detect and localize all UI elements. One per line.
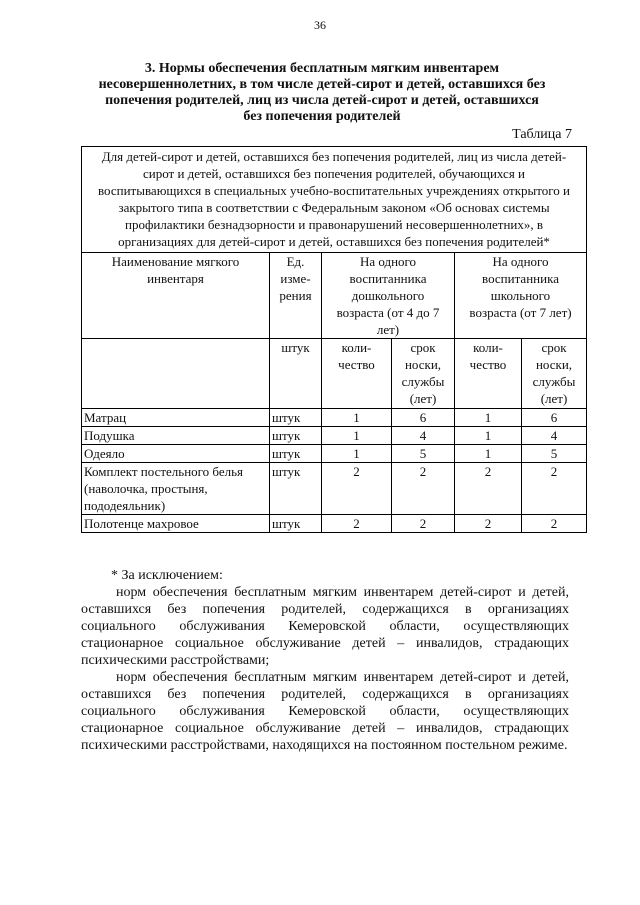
- title-line: без попечения родителей: [243, 109, 401, 124]
- cell-unit: штук: [270, 515, 322, 533]
- cell-name: Подушка: [82, 427, 270, 445]
- subheader-pre-qty: коли-чество: [322, 339, 392, 409]
- table-row: [82, 445, 587, 463]
- page-number: 36: [314, 18, 326, 32]
- header-name: Наименование мягкого инвентаря: [82, 253, 270, 339]
- cell-pre-term: 5: [392, 445, 455, 463]
- subheader-sch-term: срок носки, службы (лет): [522, 339, 587, 409]
- subheader-pre-term: срок носки, службы (лет): [392, 339, 455, 409]
- cell-pre-term: 2: [392, 515, 455, 533]
- table-row: [82, 427, 587, 445]
- cell-unit: штук: [270, 463, 322, 515]
- cell-name: Комплект постельного белья (наволочка, простыня, пододеяльник): [82, 463, 270, 515]
- table-header-row: [82, 253, 587, 339]
- cell-name: Одеяло: [82, 445, 270, 463]
- title-line: несовершеннолетних, в том числе детей-сирот и детей, оставшихся без: [98, 77, 546, 92]
- table-span-header-row: [82, 147, 587, 253]
- cell-sch-term: 2: [522, 515, 587, 533]
- table-span-header: Для детей-сирот и детей, оставшихся без попечения родителей, лиц из числа детей-сирот и детей, оставшихся без попечения родителей, обучающихся и воспитывающихся в специальных учебно-воспитательных учреждениях открытого и закрытого типа в соответствии с Федеральным законом «Об основах системы профилактики безнадзорности и правонарушений несовершеннолетних», в организациях для детей-сирот и детей, оставшихся без попечения родителей*: [82, 147, 587, 253]
- cell-pre-qty: 1: [322, 427, 392, 445]
- cell-sch-qty: 1: [455, 427, 522, 445]
- cell-sch-term: 6: [522, 409, 587, 427]
- table-row: [82, 409, 587, 427]
- cell-sch-term: 2: [522, 463, 587, 515]
- cell-sch-term: 4: [522, 427, 587, 445]
- footnote-paragraph: норм обеспечения бесплатным мягким инвентарем детей-сирот и детей, оставшихся без попечения родителей, содержащихся в организациях социального обслуживания Кемеровской области, осуществляющих стационарное социальное обслуживание детей – инвалидов, страдающих психическими расстройствами, находящихся на постоянном постельном режиме.: [81, 670, 569, 753]
- cell-pre-qty: 1: [322, 409, 392, 427]
- cell-pre-term: 6: [392, 409, 455, 427]
- cell-unit: штук: [270, 427, 322, 445]
- cell-name: Полотенце махровое: [82, 515, 270, 533]
- cell-pre-term: 2: [392, 463, 455, 515]
- footnote: [81, 567, 569, 754]
- subheader-unit: штук: [270, 339, 322, 409]
- footnote-intro: * За исключением:: [111, 568, 223, 583]
- table-label: Таблица 7: [512, 127, 572, 142]
- cell-name: Матрац: [82, 409, 270, 427]
- cell-pre-qty: 1: [322, 445, 392, 463]
- cell-sch-qty: 2: [455, 515, 522, 533]
- section-title: [80, 61, 564, 125]
- cell-sch-qty: 2: [455, 463, 522, 515]
- header-preschool: На одного воспитанника дошкольного возраста (от 4 до 7 лет): [322, 253, 455, 339]
- header-unit: Ед. изме-рения: [270, 253, 322, 339]
- cell-pre-qty: 2: [322, 463, 392, 515]
- table-subheader-row: [82, 339, 587, 409]
- cell-pre-term: 4: [392, 427, 455, 445]
- footnote-paragraph: норм обеспечения бесплатным мягким инвентарем детей-сирот и детей, оставшихся без попечения родителей, содержащихся в организациях социального обслуживания Кемеровской области, осуществляющих стационарное социальное обслуживание детей – инвалидов, страдающих психическими расстройствами;: [81, 585, 569, 668]
- norms-table: [81, 146, 587, 533]
- subheader-sch-qty: коли-чество: [455, 339, 522, 409]
- title-line: 3. Нормы обеспечения бесплатным мягким инвентарем: [144, 61, 500, 76]
- cell-sch-qty: 1: [455, 409, 522, 427]
- cell-sch-qty: 1: [455, 445, 522, 463]
- cell-pre-qty: 2: [322, 515, 392, 533]
- cell-unit: штук: [270, 409, 322, 427]
- cell-sch-term: 5: [522, 445, 587, 463]
- cell-unit: штук: [270, 445, 322, 463]
- title-line: попечения родителей, лиц из числа детей-сирот и детей, оставшихся: [105, 93, 539, 108]
- table-row: [82, 515, 587, 533]
- table-row: [82, 463, 587, 515]
- header-school: На одного воспитанника школьного возраста (от 7 лет): [455, 253, 587, 339]
- subheader-empty: [82, 339, 270, 409]
